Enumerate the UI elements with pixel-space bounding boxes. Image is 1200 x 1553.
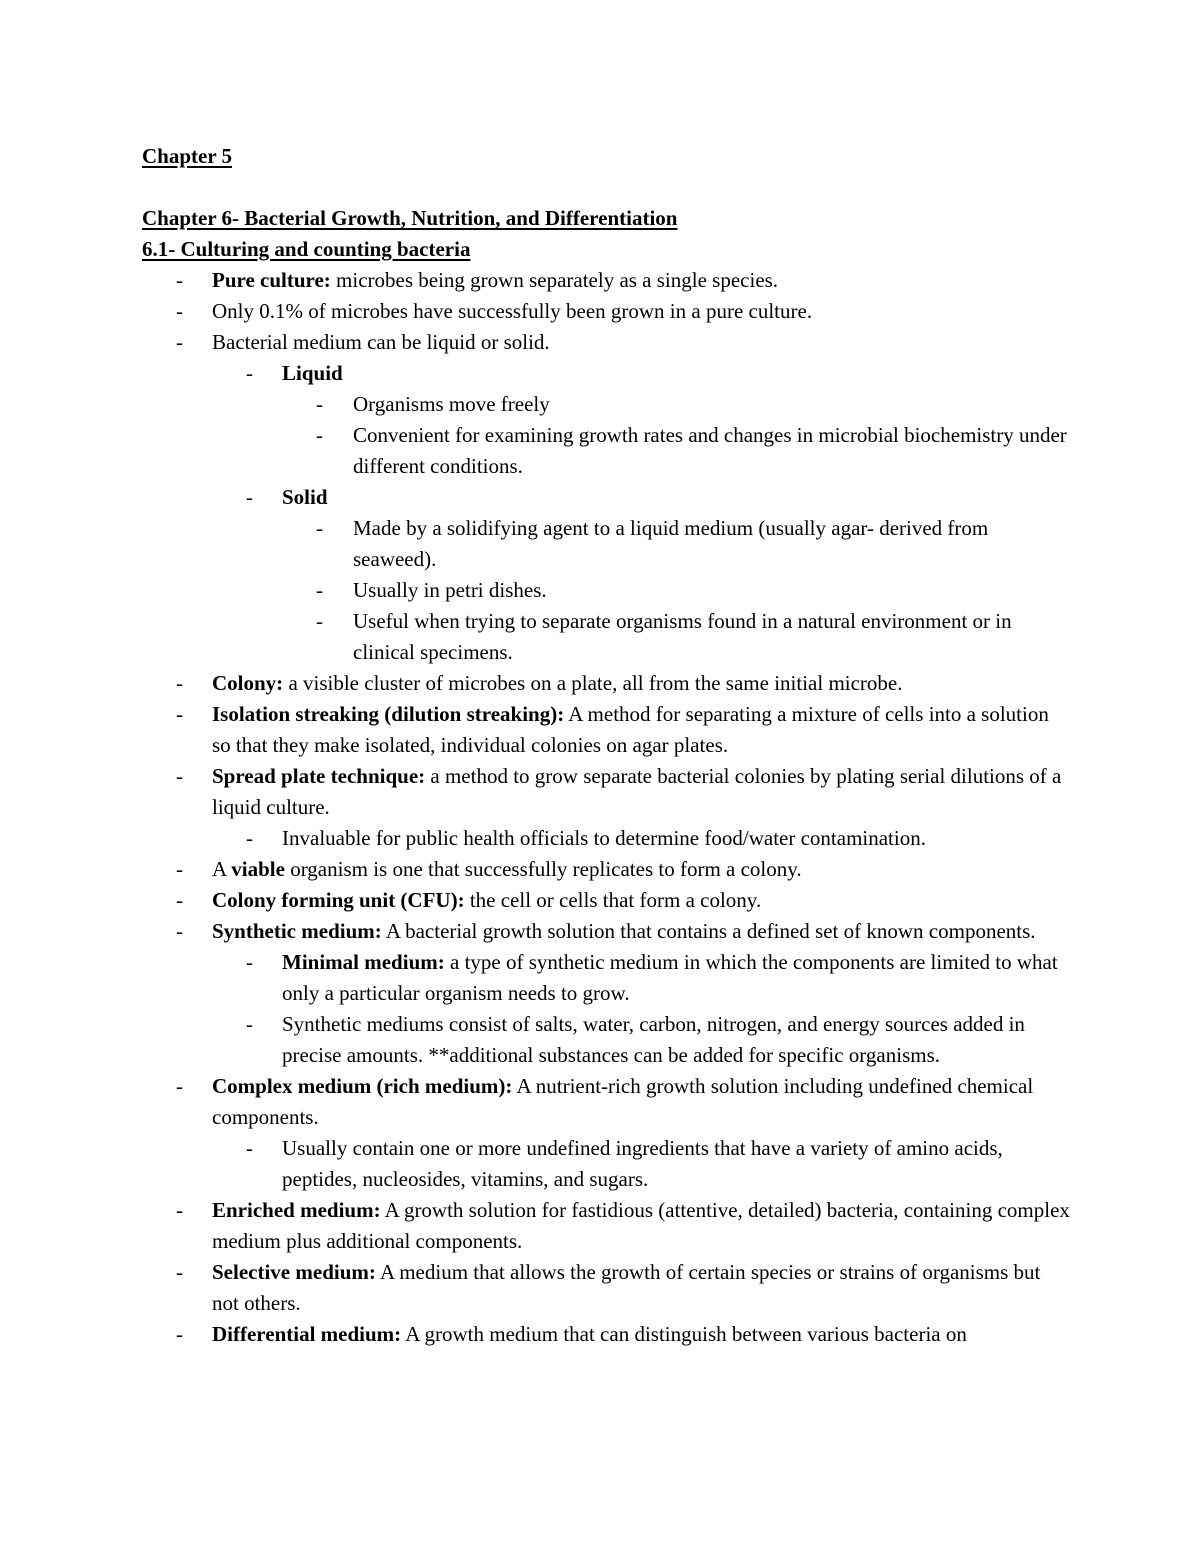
bullet-dash: - (176, 1074, 183, 1098)
list-item (0, 420, 1070, 482)
bullet-dash: - (176, 330, 183, 354)
item-text: Invaluable for public health officials to determine food/water contamination. (282, 826, 926, 850)
bullet-dash: - (176, 764, 183, 788)
list-item (0, 1195, 1070, 1257)
bullet-dash: - (176, 857, 183, 881)
bullet-dash: - (176, 1198, 183, 1222)
bullet-dash: - (246, 826, 253, 850)
bullet-dash: - (246, 950, 253, 974)
bullet-dash: - (316, 609, 323, 633)
item-text: organism is one that successfully replicates to form a colony. (284, 857, 802, 881)
item-text: the cell or cells that form a colony. (464, 888, 762, 912)
list-item (0, 1009, 1070, 1071)
list-item (0, 265, 1070, 296)
item-text: a type of synthetic medium in which the components are limited to what only a particular organism needs to grow. (282, 950, 1058, 1005)
list-item (0, 885, 1070, 916)
chapter-6-heading: Chapter 6- Bacterial Growth, Nutrition, and Differentiation (142, 206, 678, 230)
list-item (0, 358, 1070, 389)
list-item (0, 606, 1070, 668)
item-term: Minimal medium: (282, 950, 445, 974)
item-text: A growth solution for fastidious (attentive, detailed) bacteria, containing complex medium plus additional components. (212, 1198, 1070, 1253)
list-item (0, 296, 1070, 327)
list-item (0, 947, 1070, 1009)
item-term: Complex medium (rich medium): (212, 1074, 513, 1098)
notes-list (0, 265, 1200, 1350)
item-text: Bacterial medium can be liquid or solid. (212, 330, 550, 354)
list-item (0, 699, 1070, 761)
item-text: Organisms move freely (353, 392, 550, 416)
bullet-dash: - (316, 423, 323, 447)
item-term: Isolation streaking (dilution streaking): (212, 702, 565, 726)
item-text: Convenient for examining growth rates and changes in microbial biochemistry under different conditions. (353, 423, 1067, 478)
list-item (0, 668, 1070, 699)
list-item (0, 1257, 1070, 1319)
section-6-1-heading: 6.1- Culturing and counting bacteria (142, 237, 471, 261)
list-item (0, 327, 1070, 358)
item-text: Usually in petri dishes. (353, 578, 547, 602)
item-term: Spread plate technique: (212, 764, 426, 788)
list-item (0, 854, 1070, 885)
item-term: viable (231, 857, 285, 881)
bullet-dash: - (246, 485, 253, 509)
item-text: Synthetic mediums consist of salts, water, carbon, nitrogen, and energy sources added in precise amounts. **additional substances can be added for specific organisms. (282, 1012, 1025, 1067)
bullet-dash: - (176, 1260, 183, 1284)
item-text: a method to grow separate bacterial colonies by plating serial dilutions of a liquid culture. (212, 764, 1062, 819)
list-item (0, 1133, 1070, 1195)
list-item (0, 1319, 1070, 1350)
bullet-dash: - (176, 888, 183, 912)
item-term: Colony forming unit (CFU): (212, 888, 465, 912)
item-text: A method for separating a mixture of cells into a solution so that they make isolated, individual colonies on agar plates. (212, 702, 1049, 757)
bullet-dash: - (176, 702, 183, 726)
item-term: Pure culture: (212, 268, 331, 292)
item-text: A nutrient-rich growth solution including undefined chemical components. (212, 1074, 1034, 1129)
item-term: Differential medium: (212, 1322, 402, 1346)
bullet-dash: - (316, 516, 323, 540)
chapter-5-heading: Chapter 5 (142, 144, 233, 168)
item-text: Only 0.1% of microbes have successfully been grown in a pure culture. (212, 299, 813, 323)
item-term: Liquid (282, 361, 343, 385)
item-prefix: A (212, 857, 232, 881)
list-item (0, 823, 1070, 854)
item-term: Selective medium: (212, 1260, 376, 1284)
item-text: Useful when trying to separate organisms found in a natural environment or in clinical specimens. (353, 609, 1012, 664)
list-item (0, 1071, 1070, 1133)
list-item (0, 482, 1070, 513)
list-item (0, 916, 1070, 947)
item-text: A bacterial growth solution that contains a defined set of known components. (381, 919, 1036, 943)
item-term: Colony: (212, 671, 284, 695)
bullet-dash: - (176, 268, 183, 292)
bullet-dash: - (246, 1136, 253, 1160)
bullet-dash: - (316, 392, 323, 416)
list-item (0, 389, 1070, 420)
bullet-dash: - (176, 671, 183, 695)
item-term: Enriched medium: (212, 1198, 381, 1222)
list-item (0, 761, 1070, 823)
list-item (0, 513, 1070, 575)
bullet-dash: - (176, 299, 183, 323)
item-term: Synthetic medium: (212, 919, 382, 943)
item-text: a visible cluster of microbes on a plate, all from the same initial microbe. (283, 671, 903, 695)
item-text: A medium that allows the growth of certain species or strains of organisms but not others. (212, 1260, 1041, 1315)
bullet-dash: - (316, 578, 323, 602)
bullet-dash: - (176, 919, 183, 943)
item-text: Usually contain one or more undefined ingredients that have a variety of amino acids, peptides, nucleosides, vitamins, and sugars. (282, 1136, 1003, 1191)
item-text: microbes being grown separately as a single species. (330, 268, 779, 292)
item-text: A growth medium that can distinguish between various bacteria on (401, 1322, 967, 1346)
bullet-dash: - (246, 1012, 253, 1036)
bullet-dash: - (246, 361, 253, 385)
bullet-dash: - (176, 1322, 183, 1346)
item-text: Made by a solidifying agent to a liquid medium (usually agar- derived from seaweed). (353, 516, 989, 571)
list-item (0, 575, 1070, 606)
item-term: Solid (282, 485, 328, 509)
